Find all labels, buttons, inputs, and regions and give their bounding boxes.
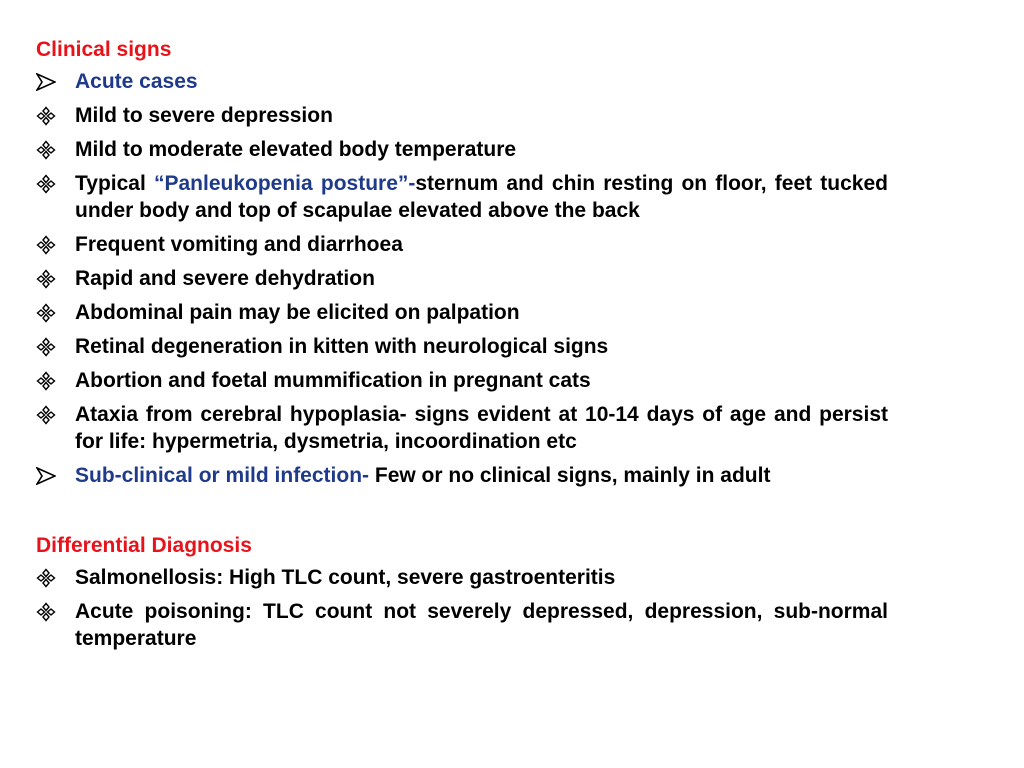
clinical-signs-heading: Clinical signs (36, 38, 172, 61)
list-item-text: Rapid and severe dehydration (75, 267, 375, 290)
list-item (36, 265, 888, 292)
four-diamond-bullet-icon (36, 170, 62, 197)
list-item (36, 299, 888, 326)
list-item-acute-cases (36, 68, 888, 95)
posture-term: “Panleukopenia posture”- (153, 172, 416, 195)
list-item-text: Frequent vomiting and diarrhoea (75, 233, 403, 256)
differential-diagnosis-heading: Differential Diagnosis (36, 534, 252, 557)
four-diamond-bullet-icon (36, 564, 62, 591)
section-spacer (36, 496, 888, 530)
list-item-subclinical (36, 462, 888, 489)
four-diamond-bullet-icon (36, 231, 62, 258)
subclinical-term: Sub-clinical or mild infection- (75, 464, 370, 487)
acute-cases-label: Acute cases (75, 70, 198, 93)
list-item (36, 367, 888, 394)
list-item (36, 102, 888, 129)
subclinical-description: Few or no clinical signs, mainly in adult (369, 464, 771, 487)
list-item (36, 564, 888, 591)
list-item (36, 231, 888, 258)
list-item-text: Mild to moderate elevated body temperature (75, 138, 517, 161)
list-item-text: Mild to severe depression (75, 104, 333, 127)
list-item-text: Retinal degeneration in kitten with neurological signs (75, 335, 609, 358)
list-item (36, 598, 888, 652)
list-item-text: Abortion and foetal mummification in pregnant cats (75, 369, 591, 392)
list-item (36, 333, 888, 360)
list-item-posture (36, 170, 888, 224)
list-item-text: Abdominal pain may be elicited on palpation (75, 301, 520, 324)
four-diamond-bullet-icon (36, 265, 62, 292)
posture-description: sternum and chin resting on floor, feet tucked under body and top of scapulae elevated above the back (75, 172, 888, 222)
list-item-text: Salmonellosis: High TLC count, severe gastroenteritis (75, 566, 616, 589)
four-diamond-bullet-icon (36, 102, 62, 129)
four-diamond-bullet-icon (36, 401, 62, 428)
arrow-bullet-icon (36, 462, 62, 489)
list-item (36, 401, 888, 455)
list-item (36, 136, 888, 163)
list-item-text: Acute poisoning: TLC count not severely depressed, depression, sub-normal temperature (75, 600, 888, 650)
slide-content (36, 34, 888, 659)
four-diamond-bullet-icon (36, 598, 62, 625)
list-item-text: Ataxia from cerebral hypoplasia- signs evident at 10-14 days of age and persist for life: hypermetria, dysmetria, incoordination etc (75, 403, 888, 453)
arrow-bullet-icon (36, 68, 62, 95)
four-diamond-bullet-icon (36, 333, 62, 360)
four-diamond-bullet-icon (36, 299, 62, 326)
four-diamond-bullet-icon (36, 136, 62, 163)
four-diamond-bullet-icon (36, 367, 62, 394)
posture-prefix: Typical (75, 172, 154, 195)
